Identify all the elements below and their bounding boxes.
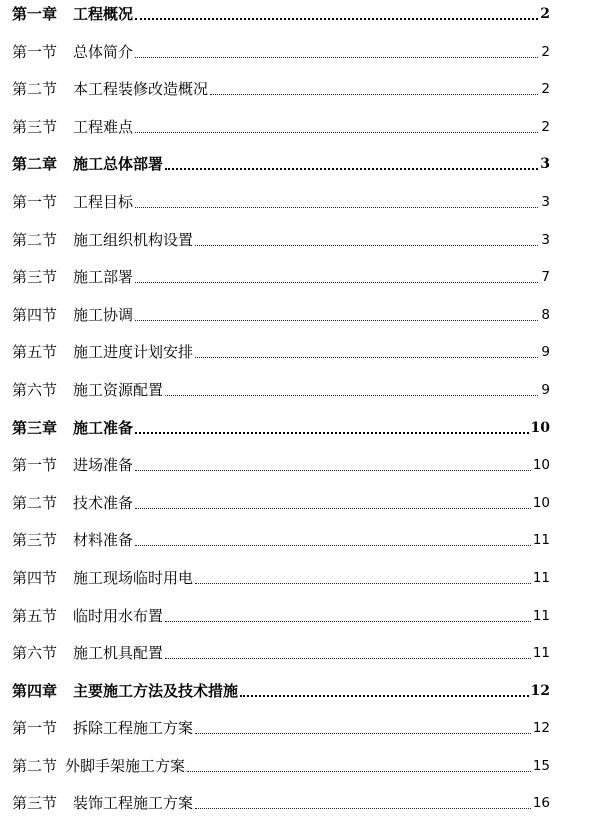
toc-number: 第三节 — [12, 117, 58, 136]
toc-entry-chapter-4[interactable] — [12, 663, 550, 701]
toc-leader — [165, 621, 531, 622]
toc-number: 第一章 — [12, 5, 58, 23]
toc-entry-section[interactable] — [12, 325, 550, 363]
toc-page-number: 9 — [541, 381, 550, 398]
toc-page-number: 10 — [532, 494, 550, 511]
toc-title: 施工资源配置 — [73, 380, 164, 399]
toc-number: 第一节 — [12, 719, 58, 738]
toc-number: 第一节 — [12, 42, 58, 61]
toc-number: 第二节 — [12, 80, 58, 99]
table-of-contents — [12, 0, 550, 813]
toc-number: 第一节 — [12, 192, 58, 211]
toc-title: 装饰工程施工方案 — [73, 794, 194, 813]
toc-leader — [135, 470, 531, 471]
toc-title: 技术准备 — [73, 493, 134, 512]
toc-number: 第四章 — [12, 681, 58, 700]
toc-page-number: 2 — [541, 81, 550, 98]
toc-title: 总体简介 — [73, 42, 134, 61]
toc-entry-section[interactable] — [12, 24, 550, 62]
toc-leader — [165, 168, 538, 170]
toc-entry-section[interactable] — [12, 438, 550, 476]
toc-title: 施工机具配置 — [73, 644, 164, 663]
toc-title: 施工协调 — [73, 305, 134, 324]
toc-number: 第二节 — [12, 756, 58, 775]
toc-page-number: 11 — [532, 569, 550, 586]
toc-page-number: 12 — [532, 720, 550, 737]
toc-title: 施工总体部署 — [73, 155, 164, 174]
toc-entry-section[interactable] — [12, 513, 550, 551]
toc-entry-section[interactable] — [12, 475, 550, 513]
toc-leader — [195, 733, 531, 734]
toc-title: 施工准备 — [73, 418, 134, 437]
toc-entry-section[interactable] — [12, 362, 550, 400]
toc-title: 临时用水布置 — [73, 606, 164, 625]
toc-title: 主要施工方法及技术措施 — [73, 681, 239, 700]
toc-page-number: 2 — [540, 6, 550, 22]
toc-title: 施工部署 — [73, 268, 134, 287]
toc-leader — [165, 395, 538, 396]
toc-page-number: 11 — [532, 532, 550, 549]
toc-title: 施工现场临时用电 — [73, 568, 194, 587]
toc-title: 进场准备 — [73, 456, 134, 475]
toc-page-number: 15 — [532, 757, 550, 774]
toc-entry-section[interactable] — [12, 701, 550, 739]
toc-entry-section[interactable] — [12, 588, 550, 626]
toc-page-number: 7 — [541, 269, 550, 286]
toc-page-number: 3 — [541, 193, 550, 210]
toc-leader — [135, 132, 538, 133]
toc-number: 第四节 — [12, 305, 58, 324]
toc-entry-section[interactable] — [12, 738, 550, 776]
toc-leader — [240, 695, 528, 697]
toc-title: 施工组织机构设置 — [73, 230, 194, 249]
toc-number: 第五节 — [12, 343, 58, 362]
toc-entry-section[interactable] — [12, 776, 550, 814]
toc-entry-section[interactable] — [12, 550, 550, 588]
toc-entry-section[interactable] — [12, 287, 550, 325]
toc-number: 第三章 — [12, 418, 58, 437]
toc-number: 第二章 — [12, 155, 58, 174]
toc-leader — [135, 57, 538, 58]
toc-page-number: 2 — [541, 118, 550, 135]
toc-page-number: 11 — [532, 645, 550, 662]
toc-leader — [135, 207, 538, 208]
toc-page-number: 10 — [530, 419, 550, 436]
toc-leader — [165, 658, 531, 659]
toc-page-number: 10 — [532, 457, 550, 474]
toc-page-number: 3 — [540, 156, 550, 173]
toc-title: 材料准备 — [73, 531, 134, 550]
toc-leader — [135, 508, 531, 509]
toc-page-number: 8 — [541, 306, 550, 323]
toc-leader — [195, 245, 538, 246]
toc-leader — [135, 18, 538, 20]
toc-number: 第二节 — [12, 493, 58, 512]
toc-leader — [195, 357, 538, 358]
toc-title: 拆除工程施工方案 — [73, 719, 194, 738]
toc-entry-chapter-1[interactable] — [12, 0, 550, 24]
toc-entry-section[interactable] — [12, 174, 550, 212]
toc-leader — [135, 282, 538, 283]
toc-title: 工程概况 — [73, 5, 134, 23]
toc-number: 第三节 — [12, 268, 58, 287]
toc-leader — [187, 771, 531, 772]
toc-number: 第四节 — [12, 568, 58, 587]
toc-leader — [195, 583, 531, 584]
toc-number: 第三节 — [12, 531, 58, 550]
toc-number: 第一节 — [12, 456, 58, 475]
toc-title: 外脚手架施工方案 — [65, 756, 186, 775]
toc-page-number: 9 — [541, 344, 550, 361]
toc-title: 工程难点 — [73, 117, 134, 136]
toc-number: 第五节 — [12, 606, 58, 625]
toc-page-number: 12 — [530, 682, 550, 699]
toc-entry-section[interactable] — [12, 99, 550, 137]
toc-entry-section[interactable] — [12, 626, 550, 664]
toc-leader — [210, 94, 538, 95]
toc-leader — [135, 545, 531, 546]
toc-number: 第三节 — [12, 794, 58, 813]
toc-number: 第六节 — [12, 644, 58, 663]
toc-leader — [195, 808, 531, 809]
toc-page-number: 16 — [532, 795, 550, 812]
toc-page-number: 11 — [532, 607, 550, 624]
toc-entry-section[interactable] — [12, 212, 550, 250]
toc-entry-chapter-3[interactable] — [12, 400, 550, 438]
toc-leader — [135, 320, 538, 321]
toc-entry-section[interactable] — [12, 250, 550, 288]
toc-page-number: 3 — [541, 231, 550, 248]
toc-number: 第六节 — [12, 380, 58, 399]
toc-number: 第二节 — [12, 230, 58, 249]
toc-entry-chapter-2[interactable] — [12, 137, 550, 175]
toc-leader — [135, 432, 528, 434]
toc-title: 施工进度计划安排 — [73, 343, 194, 362]
toc-title: 工程目标 — [73, 192, 134, 211]
toc-entry-section[interactable] — [12, 62, 550, 100]
toc-page-number: 2 — [541, 43, 550, 60]
toc-title: 本工程装修改造概况 — [73, 80, 209, 99]
